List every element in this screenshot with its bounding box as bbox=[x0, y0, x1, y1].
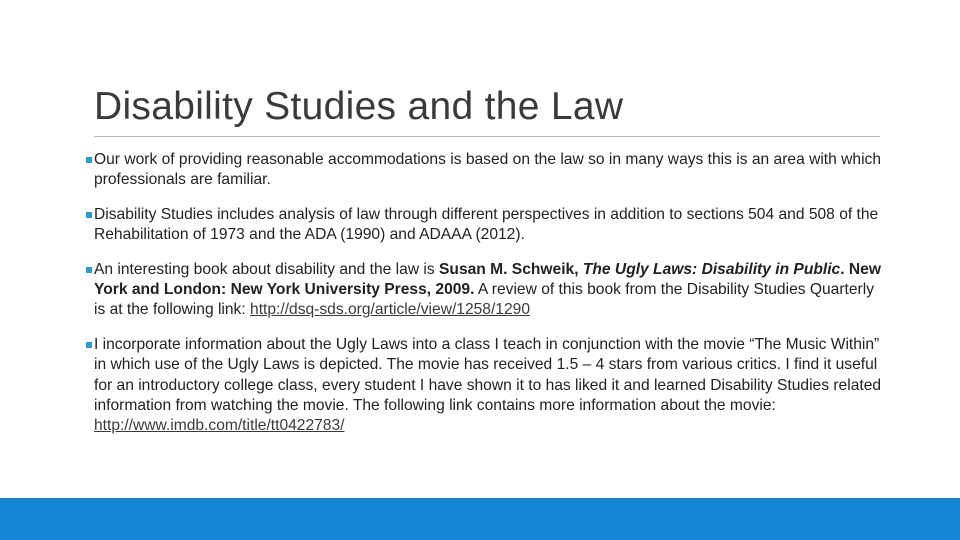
square-bullet-icon bbox=[86, 157, 92, 163]
title-divider bbox=[94, 136, 880, 137]
bullet-text: Disability Studies includes analysis of law through different perspectives in addition to sections 504 and 508 of the Rehabilitation of 1973 and the ADA (1990) and ADAAA (2012). bbox=[94, 205, 879, 244]
imdb-movie-link[interactable]: http://www.imdb.com/title/tt0422783/ bbox=[94, 417, 345, 435]
bullet-text: I incorporate information about the Ugly Laws into a class I teach in conjunction with the movie “The Music Within” in which use of the Ugly Laws is depicted. The movie has received 1.5 – 4 stars from various critics. I find it useful for an introductory college class, every student I have shown it to has liked it and learned Disability Studies related information from watching the movie. The following link contains more information about the movie: bbox=[94, 335, 882, 415]
slide-content bbox=[86, 150, 886, 451]
slide-title: Disability Studies and the Law bbox=[94, 85, 624, 128]
book-author: Susan M. Schweik, bbox=[439, 260, 583, 278]
footer-accent-bar bbox=[0, 498, 960, 540]
bullet-item-accommodations bbox=[86, 150, 886, 191]
square-bullet-icon bbox=[86, 267, 92, 273]
book-publisher: . New York and London: New York University Press, 2009. bbox=[94, 260, 881, 299]
square-bullet-icon bbox=[86, 212, 92, 218]
bullet-text: Our work of providing reasonable accommodations is based on the law so in many ways this is an area with which professionals are familiar. bbox=[94, 151, 882, 189]
book-title: The Ugly Laws: Disability in Public bbox=[582, 260, 841, 278]
bullet-item-book bbox=[86, 260, 886, 321]
bullet-text-post: A review of this book from the Disability Studies Quarterly is at the following link: bbox=[94, 281, 874, 319]
bullet-item-perspectives bbox=[86, 205, 886, 246]
bullet-text-pre: An interesting book about disability and the law is bbox=[94, 260, 440, 278]
square-bullet-icon bbox=[86, 342, 92, 348]
dsq-review-link[interactable]: http://dsq-sds.org/article/view/1258/1290 bbox=[250, 301, 530, 319]
bullet-item-movie bbox=[86, 335, 886, 437]
